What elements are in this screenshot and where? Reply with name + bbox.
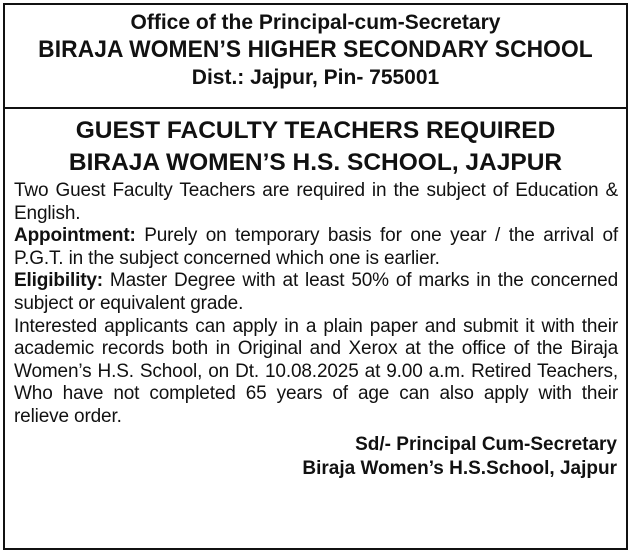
eligibility-label: Eligibility: xyxy=(14,270,103,292)
signature-block xyxy=(5,429,626,481)
notice-body xyxy=(5,179,626,429)
intro-paragraph: Two Guest Faculty Teachers are required in the subject of Education & English. xyxy=(14,180,618,224)
signature-school: Biraja Women’s H.S.School, Jajpur xyxy=(302,457,617,479)
signature-title: Sd/- Principal Cum-Secretary xyxy=(355,433,617,455)
notice-titles xyxy=(5,109,626,179)
instructions-paragraph: Interested applicants can apply in a plain paper and submit it with their academic records both in Original and Xerox at the office of the Biraja Women’s H.S. School, on Dt. 10.08.2025 at 9.00 a.m. Retired Teachers, Who have not completed 65 years of age can also apply with their relieve order. xyxy=(14,315,618,427)
appointment-text: Purely on temporary basis for one year / the arrival of P.G.T. in the subject concerned which one is earlier. xyxy=(14,225,618,269)
office-title: Office of the Principal-cum-Secretary xyxy=(130,11,501,34)
district-pin: Dist.: Jajpur, Pin- 755001 xyxy=(191,66,440,89)
notice-frame xyxy=(3,3,628,550)
eligibility-text: Master Degree with at least 50% of marks in the concerned subject or equivalent grade. xyxy=(14,270,618,314)
notice-heading: GUEST FACULTY TEACHERS REQUIRED xyxy=(75,117,556,144)
appointment-paragraph xyxy=(14,225,618,270)
notice-subheading: BIRAJA WOMEN’S H.S. SCHOOL, JAJPUR xyxy=(68,149,563,176)
notice-header xyxy=(5,5,626,109)
school-name: BIRAJA WOMEN’S HIGHER SECONDARY SCHOOL xyxy=(38,36,593,63)
appointment-label: Appointment: xyxy=(14,225,136,247)
eligibility-paragraph xyxy=(14,270,618,315)
